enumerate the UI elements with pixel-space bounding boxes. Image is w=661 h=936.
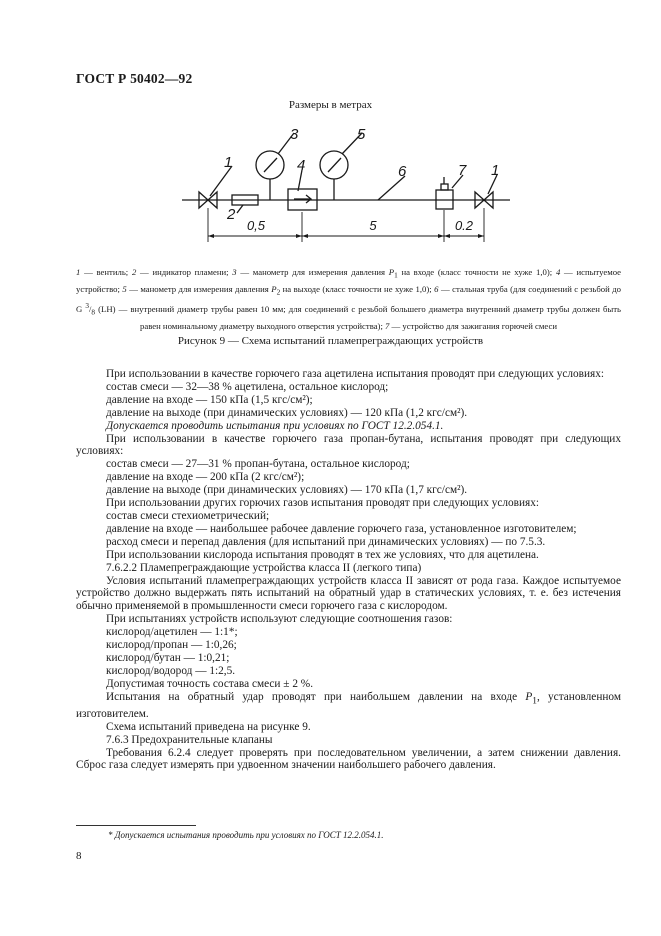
body-paragraph: Испытания на обратный удар проводят при наибольшем давлении на входе $P_1$, установленном изготовителем. xyxy=(76,690,621,720)
body-paragraph: Допустимая точность состава смеси ± 2 %. xyxy=(106,677,314,690)
footnote-rule xyxy=(76,825,196,826)
test-scheme-diagram xyxy=(0,0,661,270)
body-paragraph: кислород/бутан — 1:0,21; xyxy=(106,651,230,664)
body-paragraph: Условия испытаний пламепреграждающих устройств класса II зависят от рода газа. Каждое испытуемое устройство должно выдержать пять испытаний на обратный удар в статических условиях, т. е. без истечения обычно применяемой в промышленности смеси горючего газа с кислородом. xyxy=(76,574,621,613)
dimension-0-5: 0,5 xyxy=(246,218,266,233)
body-paragraph: При использовании других горючих газов испытания проводят при следующих условиях: xyxy=(106,497,539,510)
body-paragraph: 7.6.2.2 Пламепреграждающие устройства класса II (легкого типа) xyxy=(106,561,422,574)
body-paragraph: кислород/ацетилен — 1:1*; xyxy=(106,626,238,639)
body-text xyxy=(76,368,621,772)
body-paragraph: состав смеси — 27—31 % пропан-бутана, остальное кислород; xyxy=(106,458,410,471)
body-paragraph: давление на выходе (при динамических условиях) — 120 кПа (1,2 кгс/см²). xyxy=(106,406,468,419)
callout-3: 3 xyxy=(290,126,299,143)
figure-caption: Рисунок 9 — Схема испытаний пламепреграждающих устройств xyxy=(177,335,484,347)
dimension-5: 5 xyxy=(369,218,377,233)
manometer-p2 xyxy=(320,151,348,200)
body-paragraph: При испытаниях устройств используют следующие соотношения газов: xyxy=(106,613,453,626)
figure-units-note: Размеры в метрах xyxy=(288,99,373,111)
callout-5: 5 xyxy=(357,126,366,143)
callout-6: 6 xyxy=(398,163,407,180)
body-paragraph: давление на входе — 200 кПа (2 кгс/см²); xyxy=(106,471,305,484)
body-paragraph: давление на входе — наибольшее рабочее давление горючего газа, установленное изготовителем; xyxy=(106,522,577,535)
body-paragraph: При использовании в качестве горючего газа ацетилена испытания проводят при следующих условиях: xyxy=(106,368,605,380)
body-paragraph: состав смеси стехиометрический; xyxy=(106,509,270,522)
callout-1-left: 1 xyxy=(224,154,233,171)
callout-4: 4 xyxy=(297,157,306,174)
callout-2: 2 xyxy=(227,206,236,223)
body-paragraph: давление на входе — 150 кПа (1,5 кгс/см²); xyxy=(106,393,313,406)
body-paragraph: кислород/водород — 1:2,5. xyxy=(106,664,236,677)
body-paragraph: Допускается проводить испытания при условиях по ГОСТ 12.2.054.1. xyxy=(106,419,444,432)
footnote: * Допускается испытания проводить при условиях по ГОСТ 12.2.054.1. xyxy=(108,830,384,840)
callout-7: 7 xyxy=(458,162,467,179)
body-paragraph: Требования 6.2.4 следует проверять при последовательном увеличении, а затем снижении давления. Сброс газа следует измерять при удвоенном значении наибольшего рабочего давления. xyxy=(76,746,621,772)
dimension-0-2: 0.2 xyxy=(454,218,474,233)
body-paragraph: При использовании в качестве горючего газа пропан-бутана, испытания проводят при следующих условиях: xyxy=(76,432,621,458)
body-paragraph: расход смеси и перепад давления (для испытаний при динамических условиях) — по 7.5.3. xyxy=(106,535,546,548)
ignition-device xyxy=(436,177,453,209)
page-number: 8 xyxy=(76,850,82,862)
body-paragraph: кислород/пропан — 1:0,26; xyxy=(106,639,237,652)
body-paragraph: состав смеси — 32—38 % ацетилена, остальное кислород; xyxy=(106,380,389,393)
figure-legend: 1 — вентиль; 2 — индикатор пламени; 3 — манометр для измерения давления $P_1$ на входе (класс точности не хуже 1,0); 4 — испытуемое устройство; 5 — манометр для измерения давления $P_2$ на выходе (класс точности не хуже 1,0); 6 — стальная труба (для соединений с резьбой до G $^3/_8$ (LH) — внутренний диаметр трубы равен 10 мм; для соединений с резьбой большего диаметра внутренний диаметр трубы должен быть равен номинальному диаметру выходного отверстия устройства); 7 — устройство для зажигания горючей смеси xyxy=(76,267,622,331)
callout-1-right: 1 xyxy=(491,162,500,179)
document-header: ГОСТ Р 50402—92 xyxy=(76,71,193,86)
body-paragraph: Схема испытаний приведена на рисунке 9. xyxy=(106,720,311,733)
manometer-p1 xyxy=(256,151,284,200)
body-paragraph: При использовании кислорода испытания проводят в тех же условиях, что для ацетилена. xyxy=(106,548,539,561)
body-paragraph: давление на выходе (при динамических условиях) — 170 кПа (1,7 кгс/см²). xyxy=(106,484,468,497)
body-paragraph: 7.6.3 Предохранительные клапаны xyxy=(106,733,273,746)
